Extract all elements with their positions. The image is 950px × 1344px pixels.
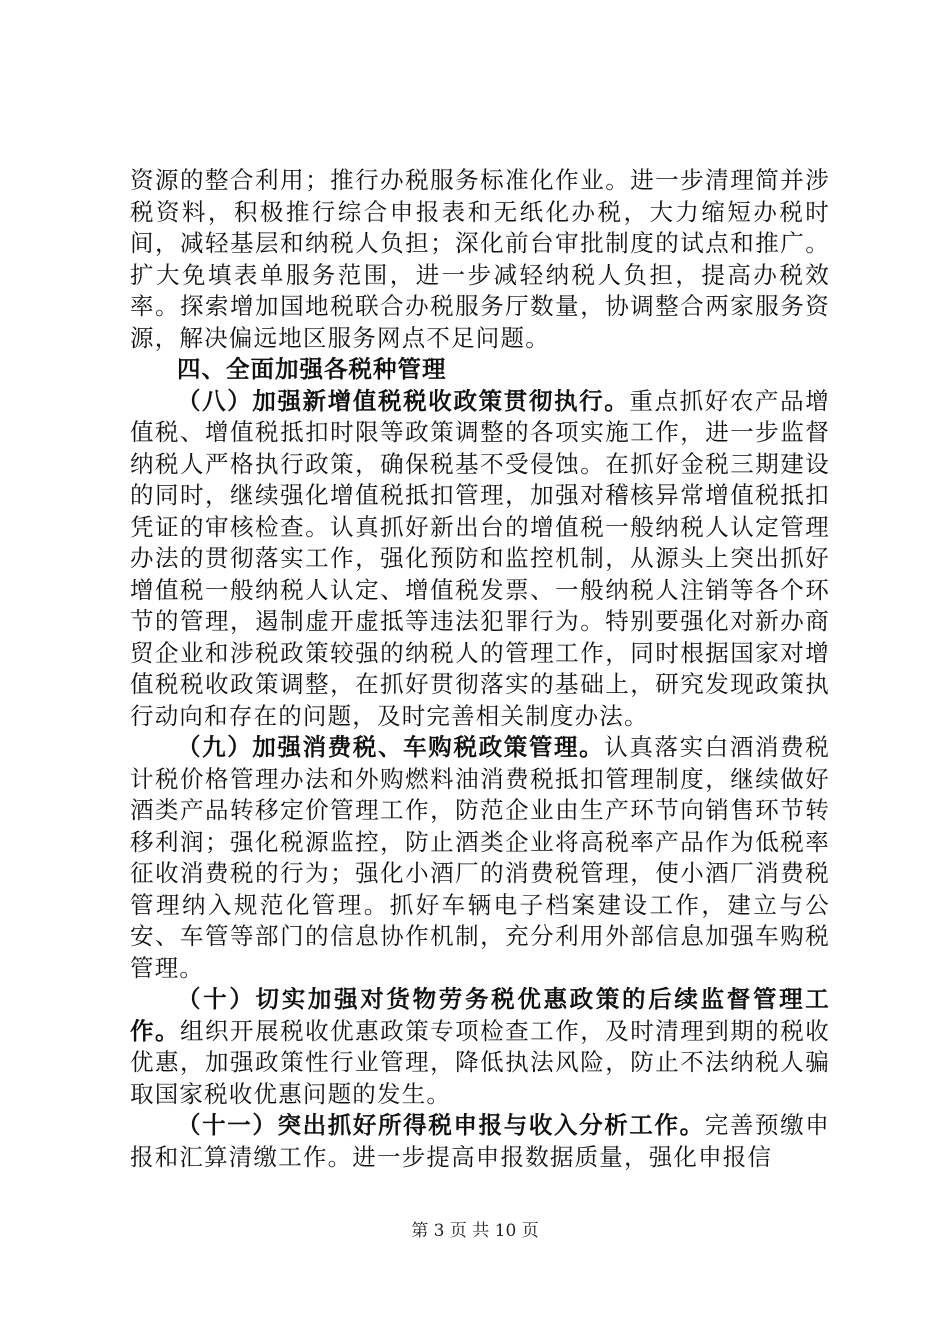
- section-heading-tax-management: 四、全面加强各税种管理: [177, 355, 447, 383]
- paragraph-item-9: [130, 732, 830, 984]
- page-number-footer: 第 3 页 共 10 页: [411, 1221, 539, 1241]
- item-9-body: 认真落实白酒消费税计税价格管理办法和外购燃料油消费税抵扣管理制度，继续做好酒类产品转移定价管理工作，防范企业由生产环节向销售环节转移利润；强化税源监控，防止酒类企业将高税率产品作为低税率征收消费税的行为；强化小酒厂的消费税管理，使小酒厂消费税管理纳入规范化管理。抓好车辆电子档案建设工作，建立与公安、车管等部门的信息协作机制，充分利用外部信息加强车购税管理。: [130, 733, 830, 982]
- paragraph-item-8: [130, 386, 830, 733]
- item-10-body: 组织开展税收优惠政策专项检查工作，及时清理到期的税收优惠，加强政策性行业管理，降低执法风险，防止不法纳税人骗取国家税收优惠问题的发生。: [130, 1016, 830, 1108]
- item-8-body: 重点抓好农产品增值税、增值税抵扣时限等政策调整的各项实施工作，进一步监督纳税人严格执行政策，确保税基不受侵蚀。在抓好金税三期建设的同时，继续强化增值税抵扣管理，加强对稽核异常增值税抵扣凭证的审核检查。认真抓好新出台的增值税一般纳税人认定管理办法的贯彻落实工作，强化预防和监控机制，从源头上突出抓好增值税一般纳税人认定、增值税发票、一般纳税人注销等各个环节的管理，遏制虚开虚抵等违法犯罪行为。特别要强化对新办商贸企业和涉税政策较强的纳税人的管理工作，同时根据国家对增值税税收政策调整，在抓好贯彻落实的基础上，研究发现政策执行动向和存在的问题，及时完善相关制度办法。: [130, 386, 830, 730]
- paragraph-item-11: [130, 1110, 830, 1173]
- paragraph-item-10: [130, 984, 830, 1110]
- item-11-title: （十一）突出抓好所得税申报与收入分析工作。: [177, 1111, 705, 1139]
- document-body: [130, 165, 830, 1173]
- item-11-body: 完善预缴申报和汇算清缴工作。进一步提高申报数据质量，强化申报信: [130, 1111, 831, 1171]
- item-10-title: （十）切实加强对货物劳务税优惠政策的后续监督管理工作。: [130, 985, 830, 1045]
- paragraph-service-resources: 资源的整合利用；推行办税服务标准化作业。进一步清理简并涉税资料，积极推行综合申报表和无纸化办税，大力缩短办税时间，减轻基层和纳税人负担；深化前台审批制度的试点和推广。扩大免填表单服务范围，进一步减轻纳税人负担，提高办税效率。探索增加国地税联合办税服务厅数量，协调整合两家服务资源，解决偏远地区服务网点不足问题。: [130, 166, 830, 352]
- item-8-title: （八）加强新增值税税收政策贯彻执行。: [177, 386, 630, 415]
- item-9-title: （九）加强消费税、车购税政策管理。: [177, 733, 605, 761]
